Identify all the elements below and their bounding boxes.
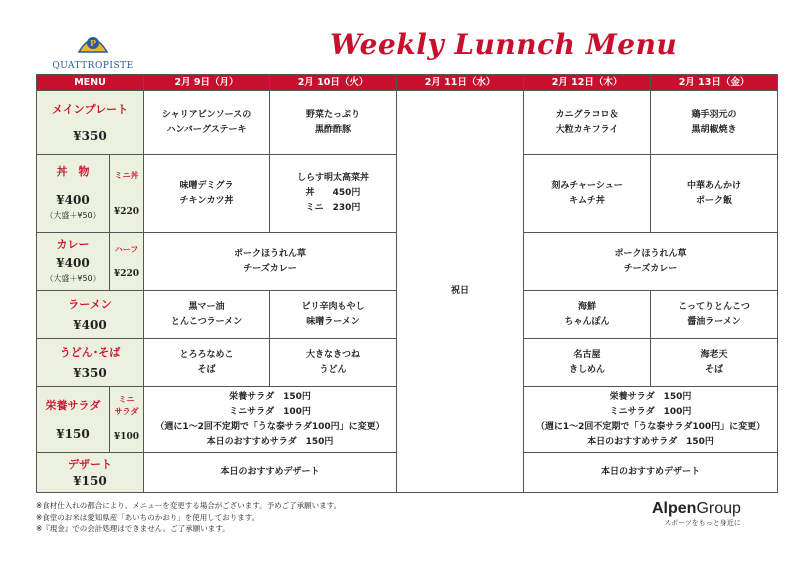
- cell-line: 鶏手羽元の: [691, 109, 737, 120]
- cell-line: 名古屋: [573, 349, 601, 360]
- note-line: ※食材仕入れの都合により、メニューを変更する場合がございます。予めご了承願います。: [36, 501, 342, 510]
- day-header-tue: 2月 10日（火）: [270, 75, 397, 91]
- category-main: [37, 91, 144, 155]
- cell-line: ミニサラダ 100円: [609, 406, 692, 417]
- cell-line: キムチ丼: [569, 195, 605, 206]
- cell-udon-fri: [651, 339, 778, 387]
- cell-line: 栄養サラダ 150円: [609, 391, 692, 402]
- subcategory-name: ハーフ: [114, 244, 139, 254]
- subcategory-curry: [110, 233, 144, 291]
- cell-holiday-wed: [397, 91, 524, 493]
- cell-line: とんこつラーメン: [170, 316, 243, 327]
- cell-line: 大粒カキフライ: [555, 124, 619, 135]
- category-udon: [37, 339, 144, 387]
- subcategory-price: ¥220: [113, 268, 140, 279]
- cell-udon-mon: [144, 339, 270, 387]
- cell-line: 黒マー油: [188, 301, 225, 312]
- cell-main-thu: [524, 91, 651, 155]
- cell-don-thu: [524, 155, 651, 233]
- cell-line: こってりとんこつ: [678, 301, 750, 312]
- category-name: 丼 物: [56, 165, 90, 178]
- cell-line: ピリ辛肉もやし: [301, 301, 365, 312]
- cell-don-fri: [651, 155, 778, 233]
- category-price: ¥350: [73, 365, 107, 380]
- category-name: ラーメン: [68, 297, 112, 311]
- subcategory-don: [110, 155, 144, 233]
- cell-line: 大きなきつね: [306, 349, 361, 360]
- cell-line: ポークほうれん草: [234, 248, 307, 259]
- cell-line: 味噌デミグラ: [179, 180, 234, 191]
- category-ramen: [37, 291, 144, 339]
- page-title: Weekly Lunnch Menu: [330, 28, 678, 61]
- category-price: ¥400: [73, 317, 107, 332]
- cell-line: 本日のおすすめデザート: [220, 467, 320, 477]
- cell-line: シャリアピンソースの: [161, 109, 252, 120]
- category-name: カレー: [56, 238, 90, 251]
- cell-line: 海老天: [700, 349, 728, 360]
- subcategory-price: ¥220: [113, 206, 140, 217]
- note-line: ※『現金』での会計処理はできません。ご了承願います。: [36, 524, 230, 533]
- svg-text:P: P: [89, 38, 97, 48]
- cell-don-tue: [270, 155, 397, 233]
- subcategory-salad: [110, 387, 144, 453]
- cell-line: カニグラコロ＆: [555, 109, 619, 120]
- cell-udon-tue: [270, 339, 397, 387]
- day-header-mon: 2月 9日（月）: [144, 75, 270, 91]
- cell-ramen-mon: [144, 291, 270, 339]
- category-price: ¥400: [56, 193, 90, 207]
- cell-line: ちゃんぽん: [564, 316, 610, 327]
- cell-line: ポーク飯: [696, 195, 733, 206]
- category-price: ¥150: [73, 473, 107, 488]
- category-salad: [37, 387, 110, 453]
- cell-line: ミニサラダ 100円: [229, 406, 311, 417]
- brand-name: [652, 500, 772, 518]
- brand-name-b: Group: [696, 500, 741, 517]
- cell-line: 本日のおすすめサラダ 150円: [587, 436, 714, 447]
- category-name: 栄養サラダ: [45, 398, 101, 412]
- cell-ramen-tue: [270, 291, 397, 339]
- notes: [36, 500, 341, 535]
- day-header-thu: 2月 12日（木）: [524, 75, 651, 91]
- cell-line: そば: [705, 364, 724, 375]
- category-don: [37, 155, 110, 233]
- cell-line: 醤油ラーメン: [687, 316, 741, 327]
- subcategory-name: ミニ サラダ: [114, 395, 139, 416]
- cell-line: 黒酢酢豚: [315, 124, 352, 135]
- cell-line: （週に1～2回不定期で「うな泰サラダ100円」に変更）: [535, 421, 766, 432]
- menu-header: MENU: [37, 75, 144, 91]
- cell-line: 栄養サラダ 150円: [229, 391, 311, 402]
- cell-curry-mon-tue: [144, 233, 397, 291]
- cell-dessert-thu-fri: [524, 453, 778, 493]
- brand-name-a: Alpen: [652, 500, 697, 517]
- quattropiste-logo: [38, 30, 148, 71]
- cell-line: 海鮮: [578, 301, 597, 312]
- cell-line: チーズカレー: [243, 263, 297, 274]
- day-header-fri: 2月 13日（金）: [651, 75, 778, 91]
- category-name: メインプレート: [51, 102, 129, 116]
- cell-line: ハンバーグステーキ: [166, 124, 247, 135]
- cell-line: 中華あんかけ: [687, 180, 742, 191]
- cell-line: 野菜たっぷり: [306, 109, 361, 120]
- subcategory-name: ミニ丼: [114, 170, 139, 180]
- cell-main-mon: [144, 91, 270, 155]
- category-curry: [37, 233, 110, 291]
- cell-salad-thu-fri: [524, 387, 778, 453]
- category-price: ¥150: [56, 426, 90, 441]
- category-price: ¥350: [73, 128, 107, 143]
- cell-main-fri: [651, 91, 778, 155]
- cell-line: ミニ 230円: [305, 203, 361, 213]
- cell-line: きしめん: [569, 364, 606, 375]
- category-name: うどん･そば: [59, 345, 121, 359]
- cell-ramen-thu: [524, 291, 651, 339]
- brand-tagline: スポーツをもっと身近に: [664, 519, 741, 527]
- alpen-group-logo: [652, 500, 772, 528]
- day-header-wed: 2月 11日（水）: [397, 75, 524, 91]
- note-line: ※食堂のお米は愛知県産「あいちのかおり」を使用しております。: [36, 512, 260, 522]
- cell-dessert-mon-tue: [144, 453, 397, 493]
- category-note: （大盛＋¥50）: [45, 211, 101, 220]
- cell-line: とろろなめこ: [179, 349, 234, 360]
- cell-line: チーズカレー: [623, 263, 678, 274]
- cell-line: チキンカツ丼: [179, 195, 234, 206]
- cell-line: ポークほうれん草: [614, 248, 687, 259]
- cell-udon-thu: [524, 339, 651, 387]
- category-name: デザート: [68, 457, 112, 471]
- category-price: ¥400: [56, 256, 90, 270]
- holiday-label: 祝日: [451, 286, 470, 296]
- cell-ramen-fri: [651, 291, 778, 339]
- cell-line: そば: [197, 364, 216, 375]
- cell-line: （週に1～2回不定期で「うな泰サラダ100円」に変更）: [155, 421, 385, 432]
- cell-line: 刻みチャーシュー: [551, 180, 623, 191]
- cell-line: しらす明太高菜丼: [297, 173, 370, 183]
- subcategory-price: ¥100: [113, 432, 140, 442]
- cell-line: 黒胡椒焼き: [691, 124, 737, 135]
- cell-main-tue: [270, 91, 397, 155]
- cell-line: 丼 450円: [305, 188, 361, 198]
- category-dessert: [37, 453, 144, 493]
- cell-line: うどん: [319, 364, 347, 375]
- crest-icon: [76, 30, 110, 56]
- cell-line: 本日のおすすめデザート: [600, 467, 701, 477]
- cell-don-mon: [144, 155, 270, 233]
- logo-text: QUATTROPISTE: [52, 61, 134, 71]
- menu-table: [36, 74, 778, 493]
- row-main: [37, 91, 778, 155]
- cell-curry-thu-fri: [524, 233, 778, 291]
- cell-line: 本日のおすすめサラダ 150円: [206, 436, 334, 447]
- category-note: （大盛＋¥50）: [45, 274, 101, 283]
- cell-line: 味噌ラーメン: [306, 316, 360, 327]
- cell-salad-mon-tue: [144, 387, 397, 453]
